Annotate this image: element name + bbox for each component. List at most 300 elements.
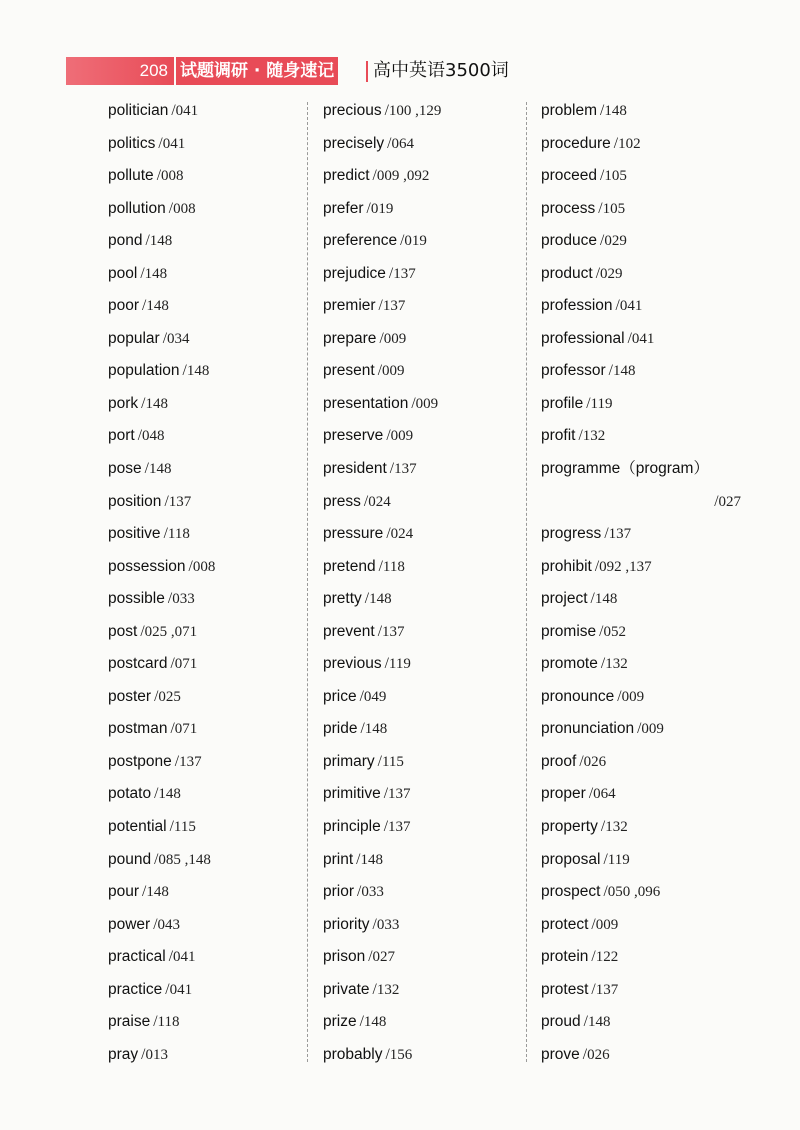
page-ref-separator: / bbox=[637, 720, 642, 738]
page-ref-separator: / bbox=[142, 883, 147, 901]
vocab-word: politics bbox=[108, 134, 156, 152]
vocab-word: profile bbox=[541, 394, 584, 412]
vocab-entry bbox=[541, 979, 751, 1012]
vocab-word: pollute bbox=[108, 167, 154, 185]
vocab-entry bbox=[323, 849, 533, 882]
vocab-word: premier bbox=[323, 297, 376, 315]
vocab-word: proper bbox=[541, 785, 586, 803]
page-reference: 102 bbox=[618, 135, 641, 152]
vocab-word: preference bbox=[323, 232, 398, 250]
page-ref-separator: / bbox=[386, 525, 391, 543]
vocab-word: project bbox=[541, 590, 588, 608]
vocab-entry bbox=[541, 425, 751, 458]
page-reference: 148 bbox=[363, 1014, 387, 1031]
page-reference: 148 bbox=[604, 103, 627, 119]
vocab-word: pose bbox=[108, 460, 142, 478]
page-ref-separator: / bbox=[363, 492, 369, 510]
vocab-entry bbox=[108, 946, 318, 979]
page-ref-separator: / bbox=[156, 167, 161, 185]
page-ref-separator: / bbox=[384, 102, 389, 119]
vocab-word: pollution bbox=[108, 199, 166, 217]
section-title: 试题调研 · 随身速记 bbox=[176, 57, 338, 85]
page-reference: 148 bbox=[612, 363, 636, 380]
vocab-word: profit bbox=[541, 427, 576, 445]
page-reference: 085 ,148 bbox=[158, 851, 211, 868]
vocab-entry bbox=[541, 718, 751, 751]
vocab-entry bbox=[541, 946, 751, 979]
page-reference: 041 bbox=[173, 949, 196, 966]
vocab-word: praise bbox=[108, 1013, 151, 1031]
page-reference: 071 bbox=[174, 721, 198, 738]
page-reference: 008 bbox=[161, 168, 184, 185]
page-ref-separator: / bbox=[360, 720, 365, 738]
vocab-word: presentation bbox=[323, 394, 409, 412]
word-column-1 bbox=[108, 100, 318, 1076]
vocab-entry bbox=[108, 458, 318, 491]
page-ref-separator: / bbox=[411, 394, 416, 412]
vocab-word: professional bbox=[541, 329, 625, 347]
page-ref-separator: / bbox=[168, 948, 174, 966]
page-ref-separator: / bbox=[586, 394, 591, 412]
page-header bbox=[66, 57, 536, 85]
vocab-entry bbox=[323, 686, 533, 719]
page-ref-separator: / bbox=[600, 232, 605, 250]
vocab-entry bbox=[323, 914, 533, 947]
vocab-word: prospect bbox=[541, 883, 601, 901]
page-reference: 041 bbox=[169, 981, 193, 998]
page-reference: 137 bbox=[179, 753, 202, 770]
page-ref-separator: / bbox=[387, 134, 392, 152]
page-reference: 008 bbox=[192, 558, 216, 575]
page-ref-separator: / bbox=[604, 525, 609, 543]
page-reference: 132 bbox=[605, 656, 628, 673]
vocab-entry bbox=[323, 783, 533, 816]
vocab-entry bbox=[541, 328, 751, 361]
page-ref-separator: / bbox=[400, 232, 405, 250]
page-ref-separator: / bbox=[167, 590, 173, 608]
vocab-word: pray bbox=[108, 1045, 139, 1063]
page-ref-separator: / bbox=[158, 134, 163, 152]
vocab-word: prejudice bbox=[323, 264, 386, 282]
vocab-word: prevent bbox=[323, 622, 375, 640]
page-ref-separator: / bbox=[377, 622, 383, 640]
page-ref-separator: / bbox=[141, 394, 146, 412]
page-reference: 148 bbox=[186, 363, 210, 380]
vocab-entry bbox=[541, 621, 751, 654]
vocab-word: power bbox=[108, 915, 151, 933]
vocab-word: potential bbox=[108, 818, 167, 836]
page-reference: 026 bbox=[587, 1046, 610, 1063]
page-ref-separator: / bbox=[182, 362, 187, 380]
header-divider bbox=[366, 61, 368, 82]
page-reference: 041 bbox=[162, 135, 186, 152]
page-ref-separator: / bbox=[163, 525, 168, 543]
vocab-entry bbox=[108, 751, 318, 784]
vocab-word: postcard bbox=[108, 655, 168, 673]
page-ref-separator: / bbox=[142, 297, 147, 315]
page-ref-separator: / bbox=[608, 362, 613, 380]
page-ref-separator: / bbox=[600, 102, 605, 119]
page-reference: 009 bbox=[390, 428, 414, 445]
page-reference: 137 bbox=[393, 265, 416, 282]
vocab-word: principle bbox=[323, 818, 381, 836]
page-reference: 019 bbox=[404, 233, 427, 250]
vocab-word: programme（program） bbox=[541, 460, 709, 478]
page-reference: 024 bbox=[368, 493, 391, 510]
page-ref-separator: / bbox=[359, 1013, 364, 1031]
page-ref-separator: / bbox=[170, 655, 175, 673]
page-ref-separator: / bbox=[599, 622, 604, 640]
vocab-word: press bbox=[323, 492, 361, 510]
vocab-entry bbox=[108, 556, 318, 589]
vocab-word: precious bbox=[323, 102, 382, 119]
vocab-entry bbox=[541, 556, 751, 589]
page-ref-separator: / bbox=[578, 427, 583, 445]
page-ref-separator: / bbox=[164, 492, 169, 510]
vocab-entry bbox=[108, 1044, 318, 1077]
page-reference: 132 bbox=[376, 981, 400, 998]
vocab-entry bbox=[108, 881, 318, 914]
vocab-entry bbox=[323, 230, 533, 263]
page-ref-separator: / bbox=[383, 785, 389, 803]
page-reference: 064 bbox=[391, 135, 414, 152]
page-ref-separator: / bbox=[153, 1013, 158, 1031]
page-ref-separator: / bbox=[154, 687, 159, 705]
page-ref-separator: / bbox=[591, 915, 596, 933]
page-ref-separator: / bbox=[154, 785, 159, 803]
page-ref-separator: / bbox=[603, 850, 608, 868]
page-reference: 119 bbox=[388, 656, 411, 673]
page-reference: 027 bbox=[372, 949, 396, 966]
page-reference: 132 bbox=[582, 428, 606, 445]
vocab-entry bbox=[541, 198, 751, 231]
vocab-entry bbox=[323, 816, 533, 849]
page-ref-separator: / bbox=[384, 655, 389, 673]
page-ref-separator: / bbox=[357, 883, 362, 901]
page-reference: 137 bbox=[394, 461, 417, 478]
page-ref-separator: / bbox=[591, 980, 596, 998]
vocab-word: procedure bbox=[541, 134, 611, 152]
vocab-word: promote bbox=[541, 655, 598, 673]
vocab-entry bbox=[541, 523, 751, 556]
vocab-word: pride bbox=[323, 720, 358, 738]
vocab-entry bbox=[541, 849, 751, 882]
page-ref-separator: / bbox=[613, 134, 619, 152]
word-column-2 bbox=[323, 100, 533, 1076]
page-ref-separator: / bbox=[389, 460, 395, 478]
vocab-word: proceed bbox=[541, 167, 598, 185]
vocab-word: pound bbox=[108, 850, 152, 868]
vocab-word: private bbox=[323, 980, 370, 998]
vocab-word: product bbox=[541, 264, 593, 282]
page-ref-separator: / bbox=[162, 329, 168, 347]
page-reference: 148 bbox=[587, 1014, 611, 1031]
page-ref-separator: / bbox=[144, 460, 149, 478]
page-ref-separator: / bbox=[188, 557, 193, 575]
page-ref-separator: / bbox=[168, 199, 174, 217]
page-reference: 009 bbox=[641, 721, 664, 738]
page-reference: 148 bbox=[144, 265, 168, 282]
vocab-entry bbox=[108, 816, 318, 849]
page-ref-separator: / bbox=[627, 329, 632, 347]
vocab-word: previous bbox=[323, 655, 382, 673]
page-ref-separator: / bbox=[714, 492, 719, 510]
vocab-entry bbox=[323, 491, 533, 524]
page-reference: 034 bbox=[167, 330, 190, 347]
page-reference: 119 bbox=[607, 851, 630, 868]
book-title: 高中英语3500词 bbox=[373, 60, 509, 81]
page-reference: 118 bbox=[382, 558, 405, 575]
vocab-word: prior bbox=[323, 883, 355, 901]
vocab-entry bbox=[323, 881, 533, 914]
vocab-entry bbox=[108, 783, 318, 816]
vocab-word: pour bbox=[108, 883, 140, 901]
page-ref-separator: / bbox=[591, 948, 596, 966]
vocab-word: prize bbox=[323, 1013, 357, 1031]
vocab-word: potato bbox=[108, 785, 152, 803]
vocab-entry bbox=[541, 1044, 751, 1077]
page-reference: 118 bbox=[157, 1014, 180, 1031]
page-reference: 148 bbox=[146, 298, 169, 315]
vocab-word: pressure bbox=[323, 525, 384, 543]
page-reference: 148 bbox=[149, 233, 173, 250]
page-ref-separator: / bbox=[366, 199, 371, 217]
page-ref-separator: / bbox=[174, 752, 180, 770]
vocab-word: politician bbox=[108, 102, 169, 119]
page-ref-separator: / bbox=[368, 948, 373, 966]
page-number: 208 bbox=[66, 57, 174, 85]
vocab-entry bbox=[108, 686, 318, 719]
page-ref-separator: / bbox=[364, 590, 370, 608]
page-reference: 105 bbox=[602, 200, 626, 217]
vocab-entry bbox=[541, 165, 751, 198]
vocab-entry bbox=[541, 686, 751, 719]
page-ref-separator: / bbox=[388, 264, 394, 282]
vocab-word: pronunciation bbox=[541, 720, 635, 738]
vocab-word: postpone bbox=[108, 752, 172, 770]
page-reference: 009 ,092 bbox=[376, 168, 430, 185]
vocab-word: primary bbox=[323, 752, 375, 770]
vocab-entry bbox=[541, 816, 751, 849]
vocab-word: produce bbox=[541, 232, 598, 250]
vocab-entry bbox=[108, 621, 318, 654]
vocab-word: practice bbox=[108, 980, 163, 998]
vocab-entry bbox=[323, 165, 533, 198]
page-ref-separator: / bbox=[615, 297, 620, 315]
vocab-word: process bbox=[541, 199, 596, 217]
vocab-word: priority bbox=[323, 915, 370, 933]
page-reference: 009 bbox=[595, 916, 619, 933]
vocab-word: pork bbox=[108, 394, 139, 412]
vocab-word: poster bbox=[108, 687, 152, 705]
page-reference: 105 bbox=[604, 168, 627, 185]
vocab-entry bbox=[108, 979, 318, 1012]
page-ref-separator: / bbox=[165, 980, 170, 998]
vocab-entry bbox=[323, 556, 533, 589]
vocab-entry bbox=[323, 360, 533, 393]
vocab-entry bbox=[108, 588, 318, 621]
page-ref-separator: / bbox=[141, 1045, 146, 1063]
vocab-entry bbox=[541, 393, 751, 426]
page-ref-separator: / bbox=[378, 297, 383, 315]
vocab-entry bbox=[108, 491, 318, 524]
vocab-word: pond bbox=[108, 232, 143, 250]
vocab-word: pretend bbox=[323, 557, 376, 575]
vocab-word: prison bbox=[323, 948, 366, 966]
vocab-word: prepare bbox=[323, 329, 377, 347]
page-ref-separator: / bbox=[617, 687, 622, 705]
vocab-entry bbox=[541, 230, 751, 263]
vocab-word: protein bbox=[541, 948, 589, 966]
vocab-entry bbox=[323, 1011, 533, 1044]
page-ref-separator: / bbox=[378, 557, 383, 575]
page-reference: 071 bbox=[174, 656, 198, 673]
page-ref-separator: / bbox=[377, 752, 382, 770]
page-reference: 148 bbox=[594, 591, 618, 608]
page-reference: 137 bbox=[608, 526, 632, 543]
page-reference: 148 bbox=[158, 786, 181, 803]
vocab-entry bbox=[323, 425, 533, 458]
page-ref-separator: / bbox=[600, 167, 605, 185]
vocab-entry bbox=[323, 328, 533, 361]
vocab-word: poor bbox=[108, 297, 140, 315]
vocab-entry bbox=[323, 198, 533, 231]
page-reference: 137 bbox=[388, 819, 411, 836]
vocab-word: proud bbox=[541, 1013, 581, 1031]
vocab-entry bbox=[323, 621, 533, 654]
page-reference: 148 bbox=[360, 851, 383, 868]
page-reference: 119 bbox=[590, 395, 613, 412]
page-ref-separator: / bbox=[356, 850, 361, 868]
page-reference: 148 bbox=[364, 721, 388, 738]
page-ref-separator: / bbox=[579, 752, 584, 770]
page-reference: 041 bbox=[175, 103, 199, 119]
vocab-entry bbox=[323, 295, 533, 328]
page-ref-separator: / bbox=[386, 427, 391, 445]
vocab-entry bbox=[541, 653, 751, 686]
vocab-entry bbox=[541, 100, 751, 133]
vocab-word: primitive bbox=[323, 785, 381, 803]
vocab-entry bbox=[541, 588, 751, 621]
vocab-word: present bbox=[323, 362, 375, 380]
page-reference: 008 bbox=[173, 200, 196, 217]
vocab-word: probably bbox=[323, 1045, 383, 1063]
page-ref-separator: / bbox=[595, 264, 601, 282]
page-reference: 148 bbox=[145, 395, 168, 412]
page-reference: 048 bbox=[142, 428, 165, 445]
vocab-word: protest bbox=[541, 980, 589, 998]
vocab-word: postman bbox=[108, 720, 168, 738]
vocab-word: problem bbox=[541, 102, 597, 119]
vocab-entry bbox=[541, 263, 751, 296]
page-ref-separator: / bbox=[140, 264, 145, 282]
vocab-entry bbox=[323, 751, 533, 784]
page-reference: 137 bbox=[168, 493, 192, 510]
page-ref-separator: / bbox=[377, 362, 383, 380]
vocab-entry bbox=[108, 165, 318, 198]
vocab-word: property bbox=[541, 818, 598, 836]
page-reference: 033 bbox=[172, 591, 195, 608]
vocab-word: predict bbox=[323, 167, 370, 185]
page-ref-separator: / bbox=[385, 1045, 390, 1063]
word-column-3 bbox=[541, 100, 751, 1076]
vocab-entry bbox=[323, 393, 533, 426]
vocab-entry bbox=[541, 491, 751, 524]
vocab-word: proposal bbox=[541, 850, 601, 868]
vocab-entry bbox=[323, 523, 533, 556]
vocab-word: position bbox=[108, 492, 162, 510]
page-reference: 024 bbox=[390, 526, 414, 543]
page-reference: 025 ,071 bbox=[144, 623, 198, 640]
page-reference: 122 bbox=[595, 949, 619, 966]
vocab-word: protect bbox=[541, 915, 589, 933]
page-ref-separator: / bbox=[582, 1045, 588, 1063]
vocab-entry bbox=[541, 783, 751, 816]
page-reference: 137 bbox=[382, 298, 406, 315]
vocab-entry bbox=[108, 133, 318, 166]
page-reference: 049 bbox=[363, 688, 387, 705]
vocab-entry bbox=[108, 360, 318, 393]
vocab-word: precisely bbox=[323, 134, 385, 152]
page-reference: 118 bbox=[167, 526, 190, 543]
vocab-word: professor bbox=[541, 362, 606, 380]
vocab-entry bbox=[323, 946, 533, 979]
vocab-word: pronounce bbox=[541, 687, 615, 705]
page-ref-separator: / bbox=[171, 102, 176, 119]
page-reference: 043 bbox=[157, 916, 181, 933]
page-ref-separator: / bbox=[169, 818, 174, 836]
page-reference: 033 bbox=[361, 884, 384, 901]
vocab-entry bbox=[108, 198, 318, 231]
vocab-word: possession bbox=[108, 557, 186, 575]
page-ref-separator: / bbox=[594, 557, 600, 575]
vocab-entry bbox=[541, 751, 751, 784]
vocab-entry bbox=[108, 718, 318, 751]
vocab-word: popular bbox=[108, 329, 160, 347]
page-reference: 148 bbox=[369, 591, 392, 608]
page-reference: 041 bbox=[619, 298, 643, 315]
page-reference: 027 bbox=[718, 493, 741, 510]
page-reference: 137 bbox=[388, 786, 411, 803]
vocab-word: promise bbox=[541, 622, 597, 640]
page-ref-separator: / bbox=[145, 232, 150, 250]
vocab-word: pretty bbox=[323, 590, 362, 608]
vocab-word: prefer bbox=[323, 199, 364, 217]
vocab-entry bbox=[323, 979, 533, 1012]
vocab-word: port bbox=[108, 427, 135, 445]
page-ref-separator: / bbox=[383, 818, 389, 836]
vocab-entry bbox=[323, 133, 533, 166]
page-ref-separator: / bbox=[140, 622, 145, 640]
vocab-entry bbox=[108, 849, 318, 882]
page-reference: 013 bbox=[145, 1046, 168, 1063]
page-reference: 092 ,137 bbox=[599, 558, 652, 575]
vocab-word: population bbox=[108, 362, 180, 380]
vocab-entry bbox=[108, 425, 318, 458]
vocab-entry bbox=[541, 133, 751, 166]
page-reference: 026 bbox=[583, 753, 607, 770]
vocab-entry bbox=[323, 588, 533, 621]
page-ref-separator: / bbox=[372, 980, 377, 998]
page-ref-separator: / bbox=[588, 785, 594, 803]
vocab-word: print bbox=[323, 850, 354, 868]
page-ref-separator: / bbox=[154, 850, 159, 868]
vocab-entry bbox=[323, 1044, 533, 1077]
vocab-word: prove bbox=[541, 1045, 580, 1063]
page-reference: 115 bbox=[173, 819, 196, 836]
vocab-word: preserve bbox=[323, 427, 384, 445]
page-reference: 115 bbox=[381, 753, 404, 770]
